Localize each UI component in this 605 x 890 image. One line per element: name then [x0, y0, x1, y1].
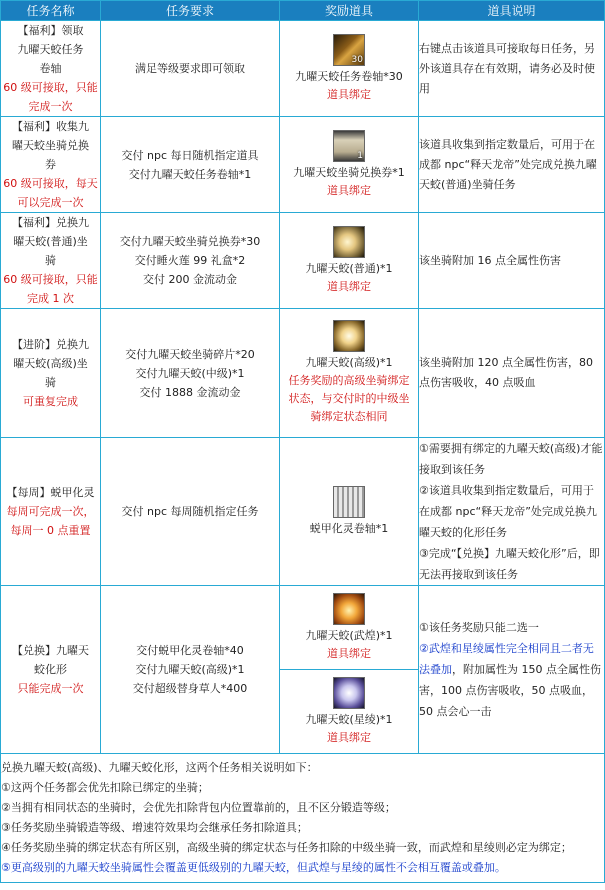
- requirement-line: 交付 200 金流动金: [143, 273, 237, 286]
- reward-item-name: 九曜天蛟任务卷轴*30: [295, 69, 403, 83]
- reward-bind-status: 道具绑定: [327, 183, 371, 197]
- reward-item-name: 九曜天蛟(高级)*1: [305, 356, 393, 369]
- task-limit: 60 级可接取，只能完成一次: [3, 81, 98, 113]
- requirement-line: 交付九曜天蛟坐骑兑换券*30: [119, 235, 261, 248]
- header-row: [1, 1, 605, 21]
- task-limit: 只能完成一次: [17, 682, 84, 695]
- note-item: ④任务奖励坐骑的绑定状态有所区别，高级坐骑的绑定状态与任务扣除的中级坐骑一致，而武煌和星绫则必定为绑定；: [1, 841, 572, 854]
- task-name-cell: [1, 117, 101, 213]
- table-row: [1, 586, 605, 670]
- notes-cell: [1, 754, 605, 883]
- task-name-cell: [1, 213, 101, 309]
- reward-item-name: 蜕甲化灵卷轴*1: [309, 521, 389, 535]
- task-name-cell: [1, 309, 101, 438]
- header-reward-item: 奖励道具: [280, 1, 419, 21]
- table-row: [1, 213, 605, 309]
- item-count-badge: 30: [351, 54, 363, 65]
- note-item: ①这两个任务都会优先扣除已绑定的坐骑；: [1, 781, 209, 794]
- requirement-line: 交付九曜天蛟任务卷轴*1: [128, 167, 252, 181]
- task-name: 【福利】兑换九曜天蛟(普通)坐骑: [12, 216, 89, 267]
- note-item: ③任务奖励坐骑锻造等级、增速符效果均会继承任务扣除道具；: [1, 821, 308, 834]
- description-line: [419, 638, 604, 722]
- description-text: ，附加属性为 150 点全属性伤害，100 点伤害吸收，50 点吸血，50 点会心一击: [419, 663, 601, 718]
- table-row: [1, 309, 605, 438]
- description-line: ③完成“【兑换】九曜天蛟化形”后，即无法再接取到该任务: [419, 547, 600, 581]
- reward-cell: [280, 117, 419, 213]
- reward-bind-status: 道具绑定: [327, 646, 371, 660]
- requirement-line: 交付九曜天蛟(中级)*1: [135, 366, 245, 380]
- reward-bind-status: 道具绑定: [327, 730, 371, 744]
- description-line: ②该道具收集到指定数量后，可用于在成都 npc“释天龙帝”处完成兑换九曜天蛟的化形任务: [419, 484, 597, 539]
- reward-cell: [280, 21, 419, 117]
- task-name-cell: [1, 438, 101, 586]
- task-limit: 60 级可接取，只能完成 1 次: [3, 273, 98, 305]
- note-item-highlight: ⑤更高级别的九曜天蛟坐骑属性会覆盖更低级别的九曜天蛟，但武煌与星绫的属性不会相互覆盖或叠加。: [1, 861, 506, 874]
- reward-cell: [280, 586, 419, 670]
- reward-bind-note: 任务奖励的高级坐骑绑定状态，与交付时的中级坐骑绑定状态相同: [288, 374, 410, 423]
- item-description-cell: [419, 586, 605, 754]
- task-limit: 60 级可接取，每天可以完成一次: [3, 177, 98, 209]
- reward-cell: [280, 213, 419, 309]
- task-requirement-cell: [101, 117, 280, 213]
- reward-cell: [280, 438, 419, 586]
- task-name-cell: [1, 586, 101, 754]
- reward-cell: [280, 670, 419, 754]
- header-item-description: 道具说明: [419, 1, 605, 21]
- scroll-icon: [333, 34, 365, 66]
- dragon-mount-advanced-icon: [333, 320, 365, 352]
- header-task-requirement: 任务要求: [101, 1, 280, 21]
- tablet-scroll-icon: [333, 486, 365, 518]
- requirement-line: 交付 1888 金流动金: [139, 385, 241, 399]
- task-limit: 每周可完成一次，每周一 0 点重置: [6, 505, 95, 537]
- requirement-line: 满足等级要求即可领取: [135, 62, 245, 75]
- reward-item-name: 九曜天蛟(普通)*1: [305, 261, 393, 275]
- requirement-line: 交付睡火莲 99 礼盒*2: [134, 254, 246, 267]
- task-name: 【福利】收集九曜天蛟坐骑兑换券: [12, 120, 89, 171]
- item-description-cell: 该坐骑附加 120 点全属性伤害，80 点伤害吸收，40 点吸血: [419, 309, 605, 438]
- task-requirement-cell: [101, 586, 280, 754]
- reward-item-name: 九曜天蛟(星绫)*1: [305, 712, 393, 726]
- requirement-line: 交付九曜天蛟坐骑碎片*20: [125, 347, 255, 361]
- dragon-mount-icon: [333, 226, 365, 258]
- reward-item-name: 九曜天蛟坐骑兑换券*1: [293, 165, 405, 179]
- phoenix-wuhuang-icon: [333, 593, 365, 625]
- task-name: 【福利】领取九曜天蛟任务卷轴: [17, 24, 84, 75]
- requirement-line: 交付蜕甲化灵卷轴*40: [136, 644, 244, 657]
- task-limit: 可重复完成: [23, 395, 78, 408]
- phoenix-xingling-icon: [333, 677, 365, 709]
- requirement-line: 交付 npc 每日随机指定道具: [121, 148, 259, 162]
- description-line: ①需要拥有绑定的九曜天蛟(高级)才能接取到该任务: [419, 442, 603, 476]
- table-row: [1, 21, 605, 117]
- task-name: 【兑换】九曜天蛟化形: [12, 644, 89, 676]
- description-highlight: ②武煌和星绫属性完全相同且二者无法叠加: [419, 642, 594, 676]
- note-item: ②当拥有相同状态的坐骑时，会优先扣除背包内位置靠前的，且不区分锻造等级；: [1, 801, 396, 814]
- description-line: ①该任务奖励只能二选一: [419, 621, 539, 634]
- reward-bind-status: 道具绑定: [327, 87, 371, 101]
- notes-title: 兑换九曜天蛟(高级)、九曜天蛟化形，这两个任务相关说明如下：: [1, 761, 318, 774]
- task-name: 【进阶】兑换九曜天蛟(高级)坐骑: [12, 338, 89, 389]
- item-description-cell: 该道具收集到指定数量后，可用于在成都 npc“释天龙帝”处完成兑换九曜天蛟(普通)坐骑任务: [419, 117, 605, 213]
- reward-bind-status: 道具绑定: [327, 279, 371, 293]
- table-row: [1, 117, 605, 213]
- task-requirement-cell: [101, 438, 280, 586]
- item-description-cell: 右键点击该道具可接取每日任务，另外该道具存在有效期，请务必及时使用: [419, 21, 605, 117]
- table-row: [1, 438, 605, 586]
- item-description-cell: 该坐骑附加 16 点全属性伤害: [419, 213, 605, 309]
- item-count-badge: 1: [357, 150, 363, 161]
- reward-cell: [280, 309, 419, 438]
- task-requirement-cell: [101, 21, 280, 117]
- task-requirement-cell: [101, 213, 280, 309]
- reward-item-name: 九曜天蛟(武煌)*1: [305, 628, 393, 642]
- task-name-cell: [1, 21, 101, 117]
- requirement-line: 交付 npc 每周随机指定任务: [121, 505, 259, 518]
- voucher-icon: [333, 130, 365, 162]
- requirement-line: 交付超级替身草人*400: [132, 682, 248, 695]
- task-requirement-cell: [101, 309, 280, 438]
- notes-row: [1, 754, 605, 883]
- requirement-line: 交付九曜天蛟(高级)*1: [135, 663, 245, 676]
- task-name: 【每周】蜕甲化灵: [6, 486, 95, 499]
- item-description-cell: [419, 438, 605, 586]
- header-task-name: 任务名称: [1, 1, 101, 21]
